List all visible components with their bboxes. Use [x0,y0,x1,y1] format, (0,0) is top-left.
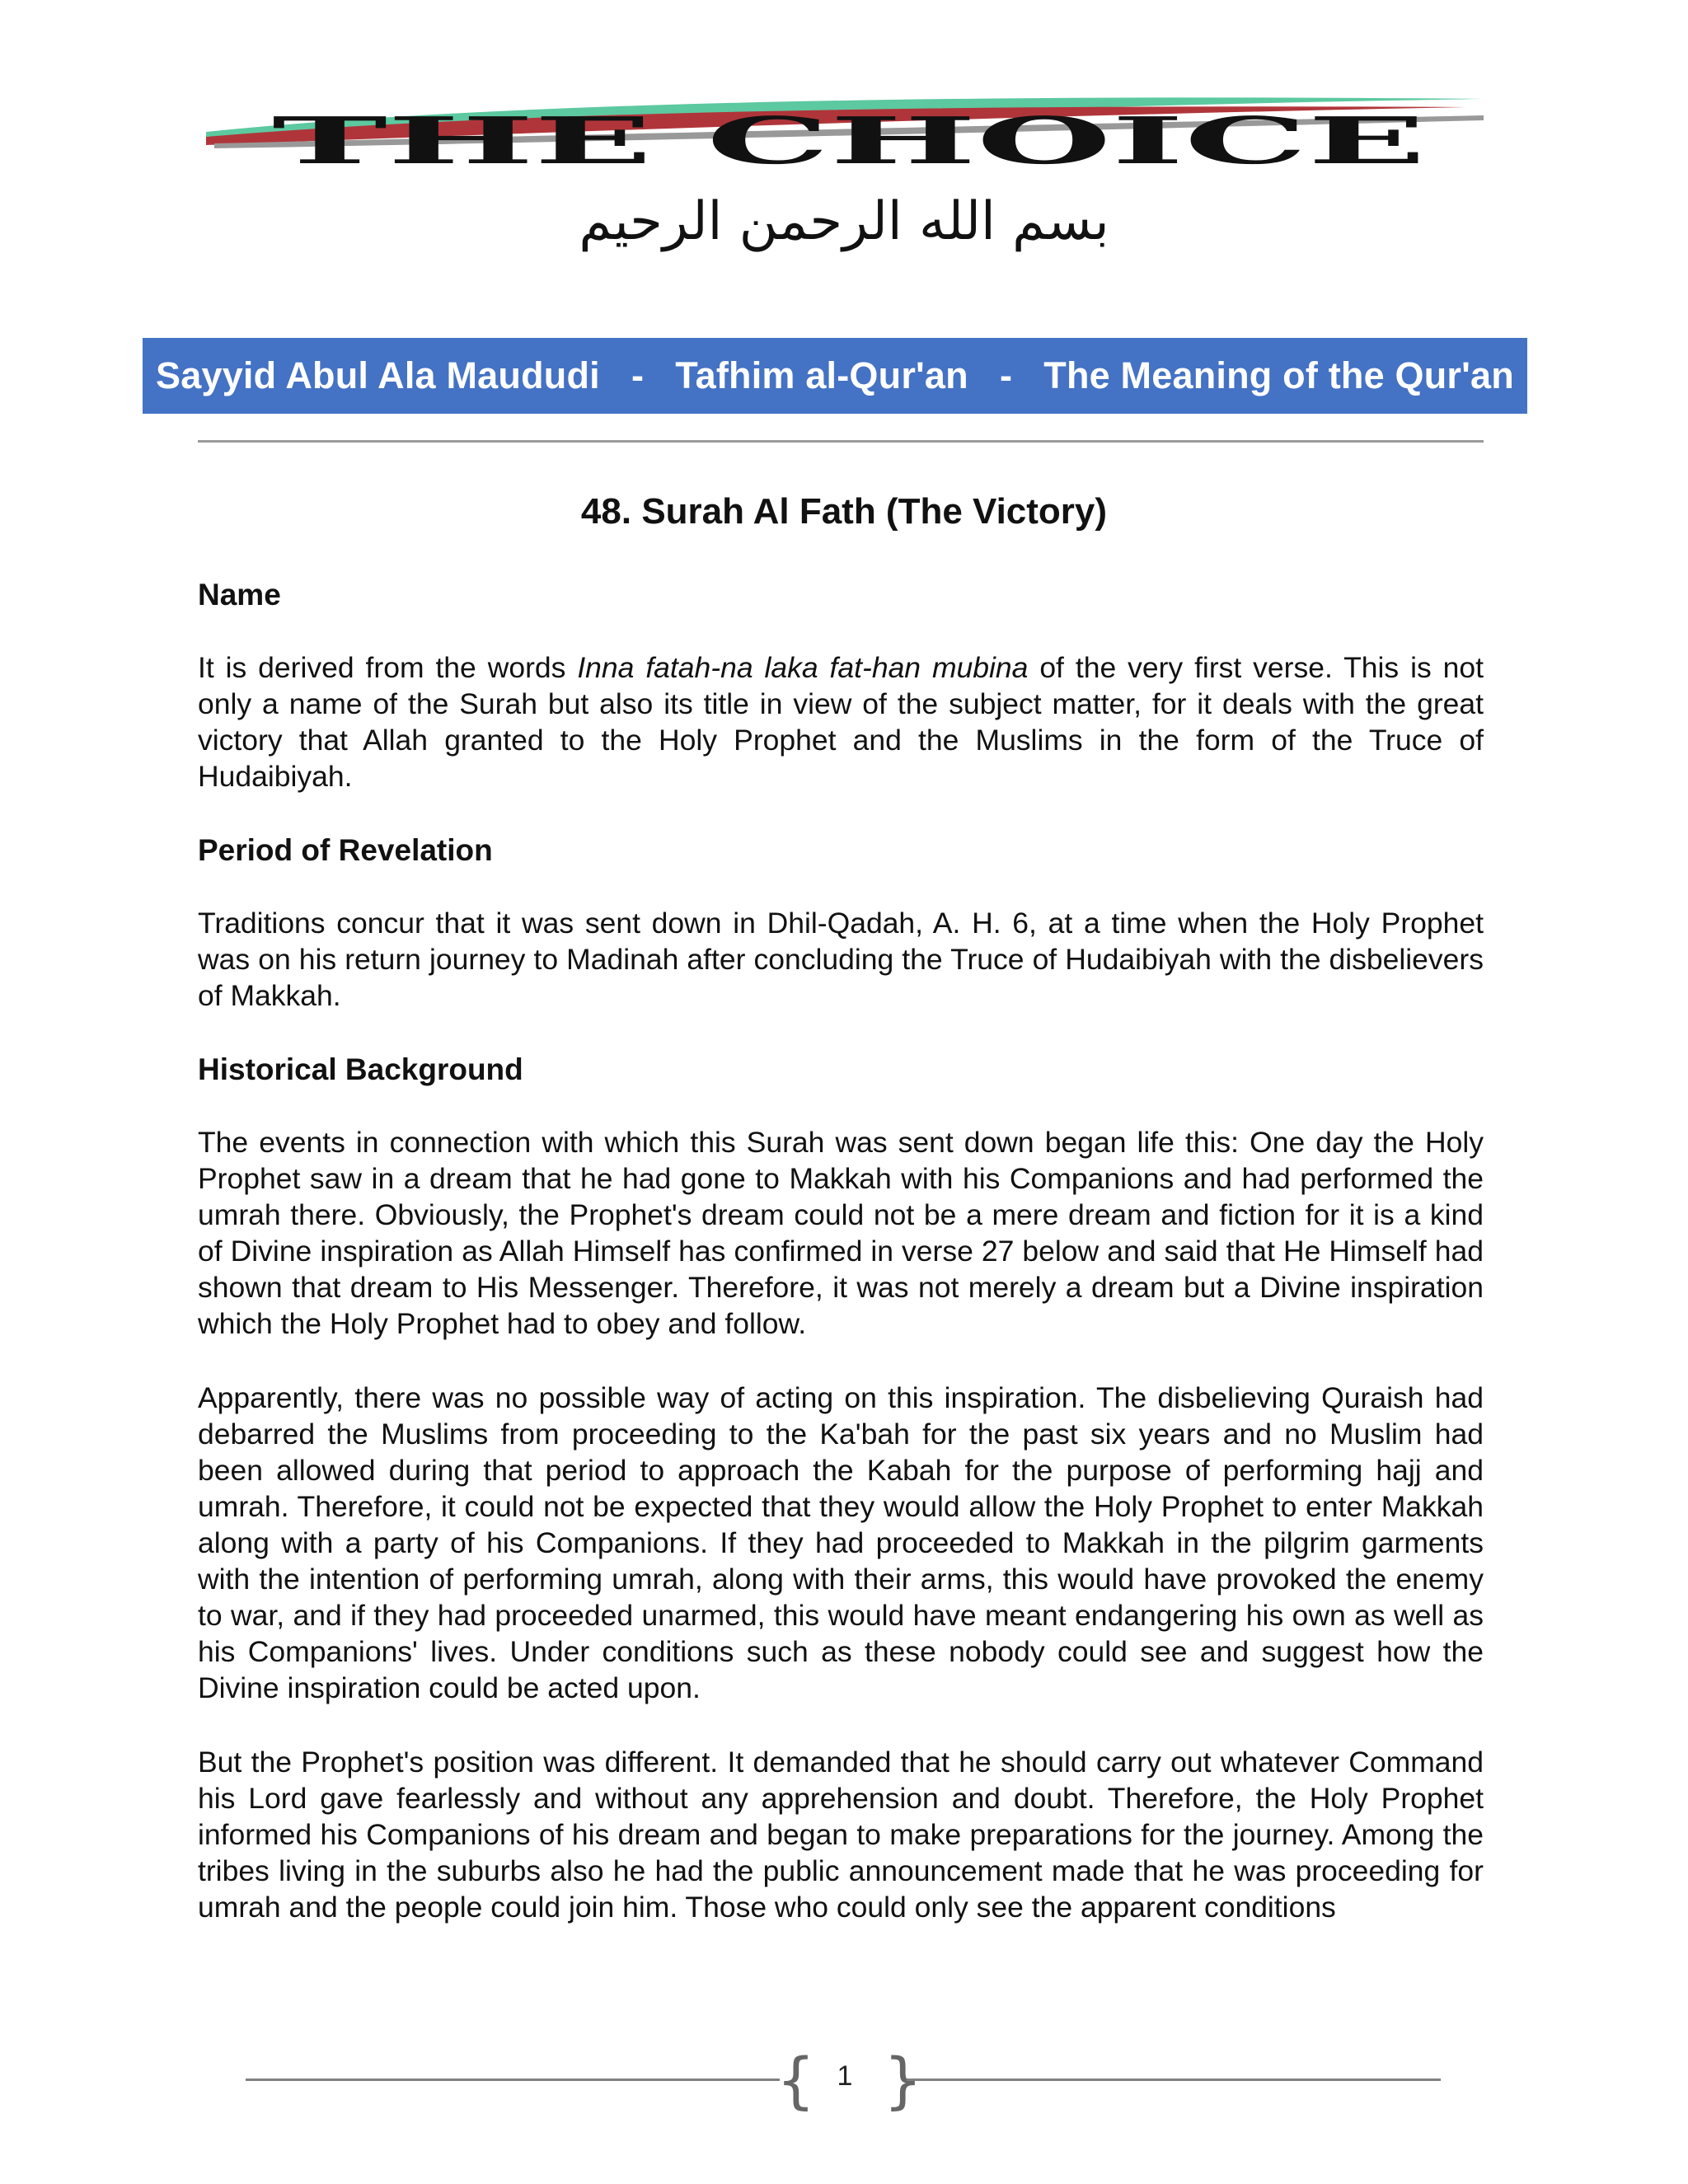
paragraph: Apparently, there was no possible way of acting on this inspiration. The disbelieving Quraish had debarred the Muslims from proceeding to the Ka'bah for the past six years and no Muslim had been allowed during that period to approach the Kabah for the purpose of performing hajj and umrah. Therefore, it could not be expected that they would allow the Holy Prophet to enter Makkah along with a party of his Companions. If they had proceeded to Makkah in the pilgrim garments with the intention of performing umrah, along with their arms, this would have provoked the enemy to war, and if they had proceeded unarmed, this would have meant endangering his own as well as his Companions' lives. Under conditions such as these nobody could see and suggest how the Divine inspiration could be acted upon. [198,1381,1484,1704]
the-choice-logo [198,82,1500,190]
paragraph: But the Prophet's position was different. It demanded that he should carry out whatever Command his Lord gave fearlessly and without any apprehension and doubt. Therefore, the Holy Prophet informed his Companions of his dream and began to make preparations for the journey. Among the tribes living in the suburbs also he had the public announcement made that he was proceeding for umrah and the people could join him. Those who could only see the apparent conditions [198,1746,1484,1924]
document-body [198,577,1484,1925]
header-banner: Sayyid Abul Ala Maududi - Tafhim al-Qur'an - The Meaning of the Qur'an [143,338,1527,414]
page-number: 1 [837,2060,853,2092]
footer-bracket-right: } [884,2046,923,2116]
italic-phrase: Inna fatah-na laka fat-han mubina [577,651,1029,684]
section-heading-name: Name [198,578,281,612]
footer-rule-right [907,2079,1441,2081]
footer-bracket-left: { [776,2046,816,2116]
section-heading-background: Historical Background [198,1052,523,1086]
paragraph: Traditions concur that it was sent down in Dhil-Qadah, A. H. 6, at a time when the Holy Prophet was on his return journey to Madinah after concluding the Truce of Hudaibiyah with the disbelievers of Makkah. [198,907,1484,1012]
paragraph: It is derived from the words Inna fatah-na laka fat-han mubina of the very first verse. This is not only a name of the Surah but also its title in view of the subject matter, for it deals with the great victory that Allah granted to the Holy Prophet and the Muslims in the form of the Truce of Hudaibiyah. [198,651,1484,793]
section-heading-period: Period of Revelation [198,833,493,867]
page-title: 48. Surah Al Fath (The Victory) [580,491,1108,532]
basmala: بسم الله الرحمن الرحيم [579,191,1109,252]
footer-rule-left [246,2079,780,2081]
header-divider [198,440,1484,443]
paragraph: The events in connection with which this Surah was sent down began life this: One day the Holy Prophet saw in a dream that he had gone to Makkah with his Companions and had performed the umrah there. Obviously, the Prophet's dream could not be a mere dream and fiction for it is a kind of Divine inspiration as Allah Himself has confirmed in verse 27 below and said that He Himself had shown that dream to His Messenger. Therefore, it was not merely a dream but a Divine inspiration which the Holy Prophet had to obey and follow. [198,1126,1484,1340]
logo-text: THE CHOICE [272,104,1426,179]
